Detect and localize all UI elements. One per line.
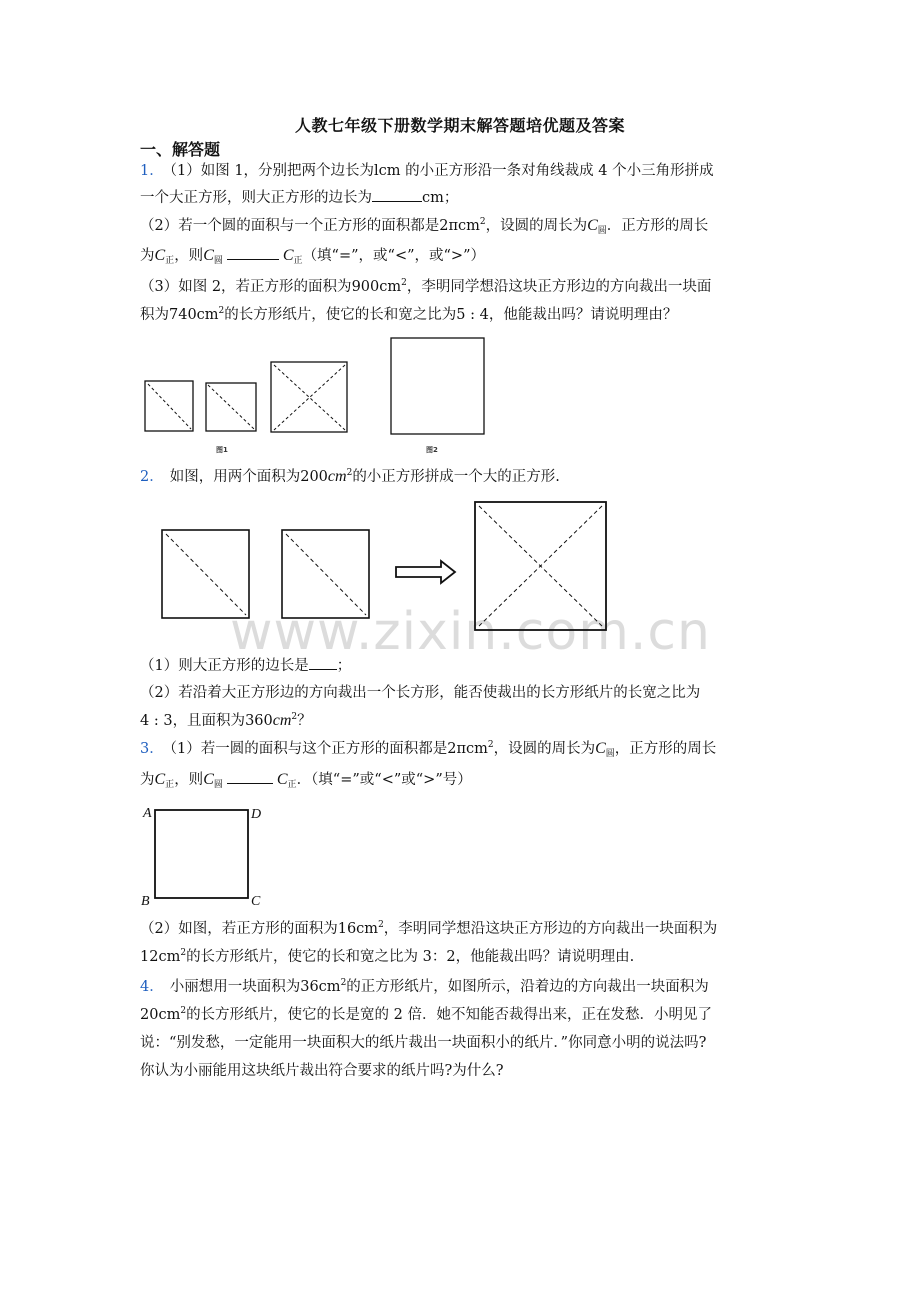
- q2-diagonal-2: [286, 534, 366, 615]
- fig1-caption: 图1: [216, 446, 228, 454]
- q1-line-3: （2）若一个圆的面积与一个正方形的面积都是2πcm$^2$，设圆的周长为$C_圆$．正方形的周长: [140, 217, 709, 236]
- q3-number: 3．: [140, 741, 164, 757]
- q4-line-2: $20cm^2$的长方形纸片，使它的长是宽的 2 倍．她不知能否裁得出来，正在发愁．小明见了: [140, 1006, 713, 1023]
- q1-number: 1．: [140, 163, 164, 179]
- q3-line-1: 3． （1）若一圆的面积与这个正方形的面积都是2πcm$^2$，设圆的周长为$C_圆$，正方形的周长: [140, 740, 717, 759]
- q3-line-3: （2）如图，若正方形的面积为$16cm^2$，李明同学想沿这块正方形边的方向裁出一块面积为: [140, 920, 718, 937]
- q2-line-2: （1）则大正方形的边长是 ；: [140, 655, 351, 676]
- q3-square-abcd: [155, 810, 248, 898]
- fig1-big-diagonal-2: [274, 365, 345, 430]
- q2-big-diagonal-2: [479, 506, 602, 626]
- vertex-label-b: B: [141, 894, 150, 909]
- q2-diagonal-1: [166, 534, 246, 615]
- q3-line-2: 为$C_正$，则$C_圆$ $C_正$．（填“=”或“<”或“>”号）: [140, 771, 472, 790]
- q2-line-1: 2． 如图，用两个面积为$200cm^2$的小正方形拼成一个大的正方形.: [140, 468, 560, 485]
- q1-line-2: 一个大正方形，则大正方形的边长为 cm；: [140, 187, 458, 208]
- fig2-square: [391, 338, 484, 434]
- q1-line-5: （3）如图 2，若正方形的面积为$900cm^2$，李明同学想沿这块正方形边的方向裁出一块面: [140, 278, 712, 295]
- q4-line-4: 你认为小丽能用这块纸片裁出符合要求的纸片吗?为什么?: [140, 1063, 504, 1079]
- vertex-label-a: A: [143, 806, 152, 821]
- fig2-caption: 图2: [426, 446, 438, 454]
- vertex-label-c: C: [251, 894, 261, 909]
- q2-number: 2．: [140, 469, 164, 485]
- q1-line-1: 1． （1）如图 1，分别把两个边长为lcm 的小正方形沿一条对角线裁成 4 个小三角形拼成: [140, 163, 714, 179]
- watermark: www.zixin.com.cn: [230, 602, 711, 662]
- fig1-big-diagonal-1: [274, 365, 345, 430]
- fig1-diagonal-2: [208, 385, 254, 429]
- q2-line-4: 4 : 3，且面积为$360cm^2$？: [140, 712, 312, 729]
- q2-line-3: （2）若沿着大正方形边的方向裁出一个长方形，能否使裁出的长方形纸片的长宽之比为: [140, 685, 701, 701]
- fig1-diagonal-1: [148, 384, 191, 429]
- q1-line-4: 为$C_正$，则$C_圆$ $C_正$（填“=”，或“<”，或“>”）: [140, 247, 485, 266]
- document-title: 人教七年级下册数学期末解答题培优题及答案: [294, 116, 625, 135]
- q4-line-3: 说：“别发愁，一定能用一块面积大的纸片裁出一块面积小的纸片．”你同意小明的说法吗?: [140, 1035, 707, 1051]
- q1-line-6: 积为$740cm^2$的长方形纸片，使它的长和宽之比为5 : 4，他能裁出吗？请说明理由？: [140, 306, 678, 323]
- arrow-right-icon: [396, 561, 455, 583]
- q4-line-1: 4． 小丽想用一块面积为$36cm^2$的正方形纸片，如图所示，沿着边的方向裁出一块面积为: [140, 978, 709, 995]
- section-heading: 一、解答题: [140, 140, 221, 159]
- q4-number: 4．: [140, 979, 164, 995]
- q3-line-4: $12cm^2$的长方形纸片，使它的长和宽之比为 3：2，他能裁出吗？请说明理由.: [140, 948, 635, 965]
- vertex-label-d: D: [251, 807, 262, 822]
